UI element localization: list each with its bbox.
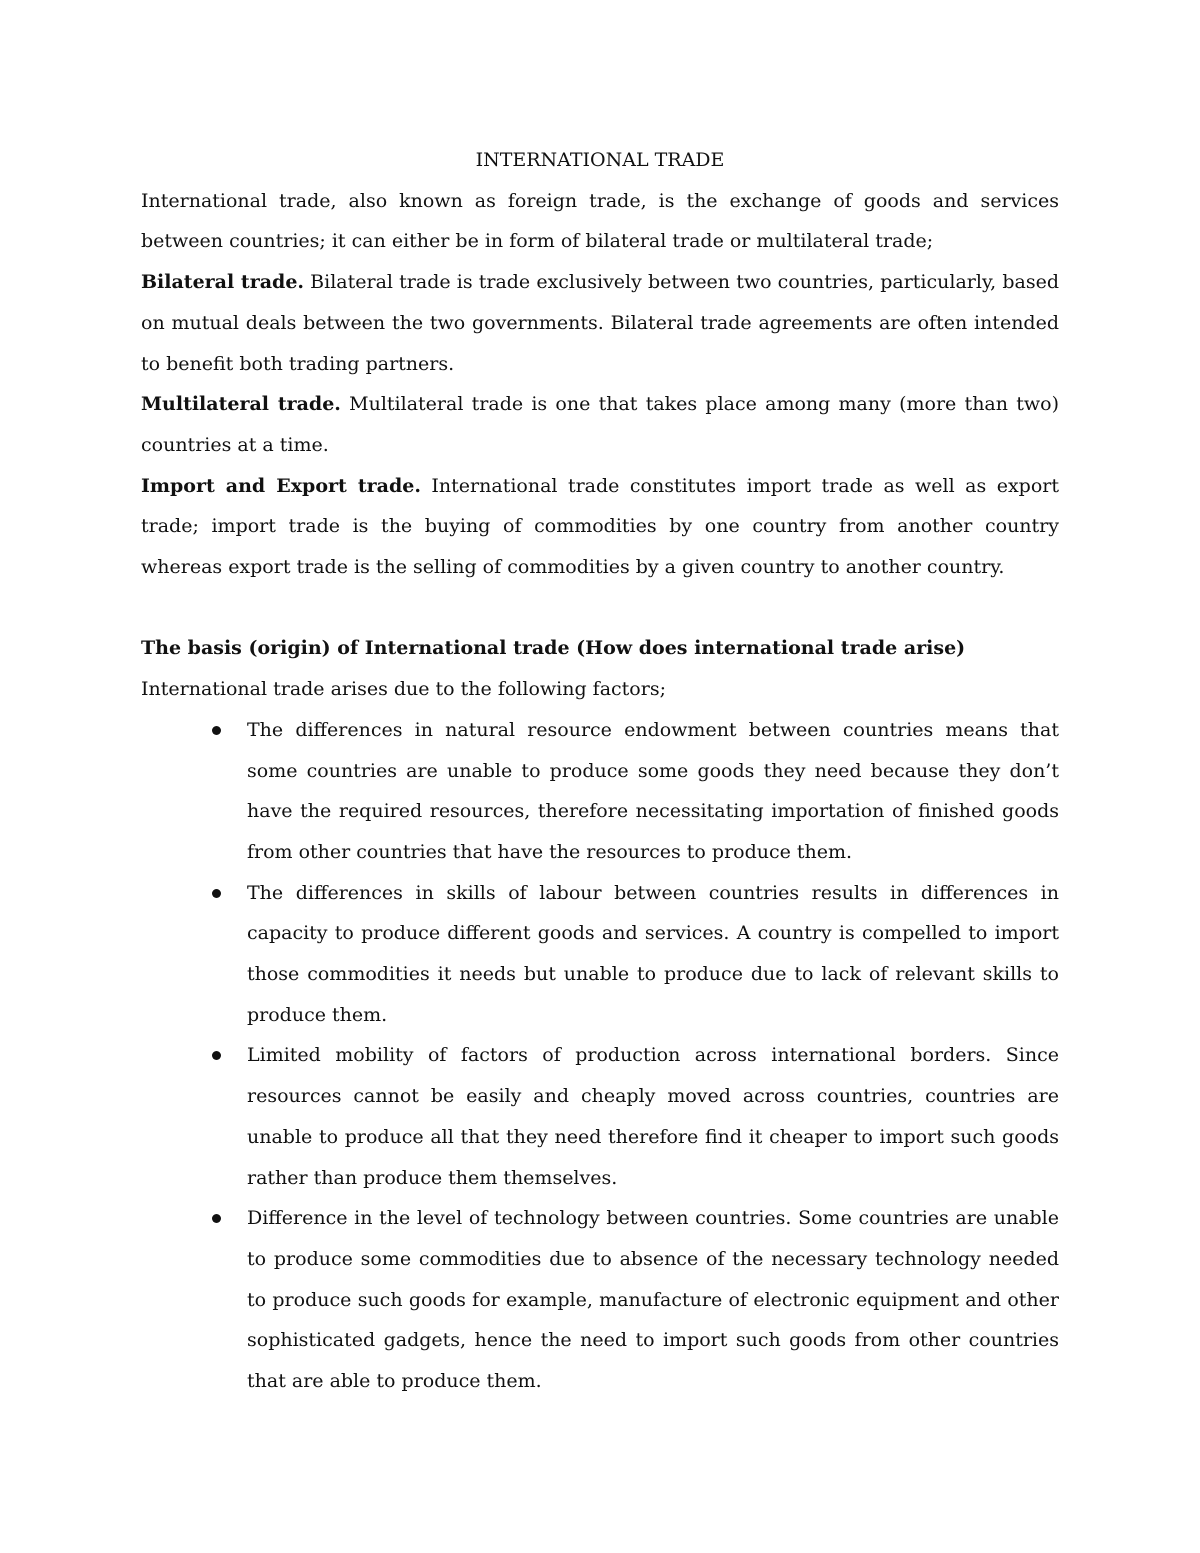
definition-import-export [141,466,1059,588]
definition-text: International trade constitutes import trade as well as export trade; import trade is the buying of commodities by one country from another country whereas export trade is the selling of commodities by a given country to another country. [141,474,1059,579]
definition-term: Import and Export trade. [141,474,421,497]
definition-text: Bilateral trade is trade exclusively between two countries, particularly, based on mutual deals between the two governments. Bilateral trade agreements are often intended to benefit both trading partners. [141,271,1059,375]
list-item [141,710,1059,873]
list-item-text: The differences in skills of labour between countries results in differences in capacity to produce different goods and services. A country is compelled to import those commodities it needs but unable to produce due to lack of relevant skills to produce them. [247,881,1059,1026]
list-item-text: Limited mobility of factors of production across international borders. Since resources cannot be easily and cheaply moved across countries, countries are unable to produce all that they need therefore find it cheaper to import such goods rather than produce them themselves. [247,1044,1059,1189]
definition-bilateral [141,262,1059,384]
definition-term: Multilateral trade. [141,393,341,416]
list-item-text: Difference in the level of technology between countries. Some countries are unable to produce some commodities due to absence of the necessary technology needed to produce such goods for example, manufacture of electronic equipment and other sophisticated gadgets, hence the need to import such goods from other countries that are able to produce them. [247,1207,1059,1393]
definition-term: Bilateral trade. [141,271,305,294]
intro-paragraph: International trade, also known as foreign trade, is the exchange of goods and services between countries; it can either be in form of bilateral trade or multilateral trade; [141,189,1059,253]
document-page [141,140,1059,1402]
list-item [141,1198,1059,1402]
definition-text: Multilateral trade is one that takes place among many (more than two) countries at a time. [141,393,1059,456]
list-item [141,1035,1059,1198]
factors-list [141,710,1059,1402]
definition-multilateral [141,384,1059,465]
section-intro: International trade arises due to the following factors; [141,678,666,701]
paragraph-spacer [141,588,1059,629]
bullet-icon [212,726,221,735]
section-heading: The basis (origin) of International trade (How does international trade arise) [141,637,966,660]
list-item [141,873,1059,1036]
document-title: INTERNATIONAL TRADE [475,149,725,171]
list-item-text: The differences in natural resource endowment between countries means that some countries are unable to produce some goods they need because they don’t have the required resources, therefore necessitating importation of finished goods from other countries that have the resources to produce them. [247,718,1059,863]
bullet-icon [212,1051,221,1060]
bullet-icon [212,889,221,898]
bullet-icon [212,1214,221,1223]
